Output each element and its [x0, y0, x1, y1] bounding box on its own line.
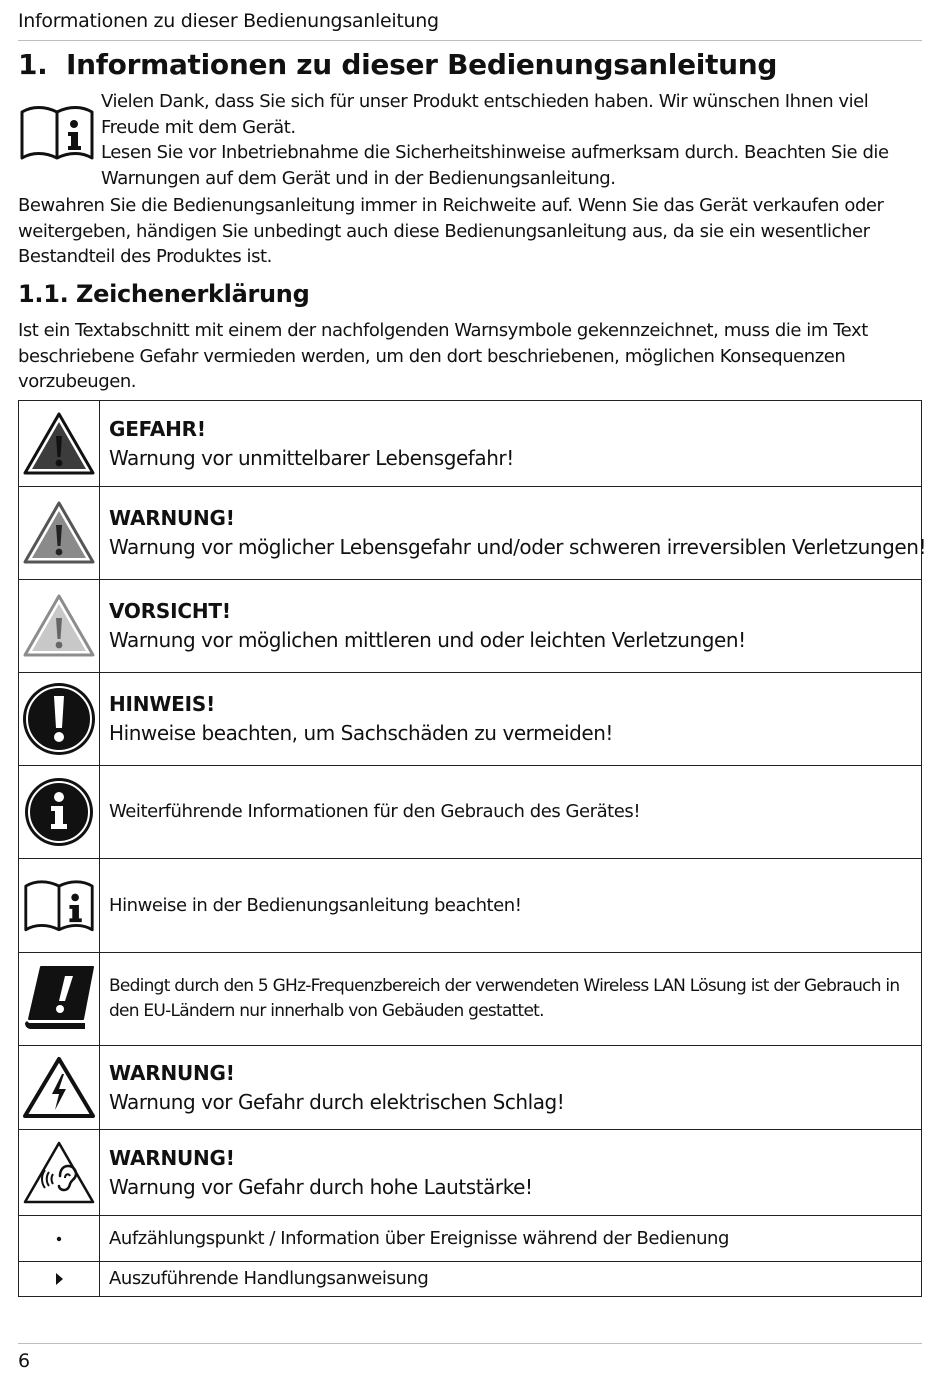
notice-circle-icon — [21, 681, 97, 757]
symbol-cell — [19, 401, 100, 487]
subsection-title — [18, 280, 309, 308]
description-cell — [100, 1046, 922, 1130]
description-cell — [100, 401, 922, 487]
table-row — [19, 673, 922, 766]
intro-paragraph: Lesen Sie vor Inbetriebnahme die Sicherheitshinweise aufmerksam durch. Beachten Sie die Warnungen auf dem Gerät und in der Bedienungsanleitung. — [101, 142, 889, 189]
table-row — [19, 953, 922, 1046]
table-row — [19, 580, 922, 673]
table-row — [19, 401, 922, 487]
symbol-description: Bedingt durch den 5 GHz-Frequenzbereich der verwendeten Wireless LAN Lösung ist der Gebrauch in den EU-Ländern nur innerhalb von Gebäuden gestattet. — [109, 976, 900, 1021]
intro-paragraph: Vielen Dank, dass Sie sich für unser Produkt entschieden haben. Wir wünschen Ihnen viel Freude mit dem Gerät. — [101, 91, 869, 138]
danger-triangle-icon — [22, 411, 96, 477]
symbol-legend-table — [18, 400, 927, 1297]
legend-intro-paragraph: Ist ein Textabschnitt mit einem der nachfolgenden Warnsymbole gekennzeichnet, muss die im Text beschriebene Gefahr vermieden werden, um den dort beschriebenen, möglichen Konsequenzen vorzubeugen. — [18, 320, 868, 392]
description-cell — [100, 953, 922, 1046]
keep-manual-text — [18, 193, 918, 270]
table-row — [19, 1262, 922, 1297]
footer-rule — [18, 1343, 922, 1344]
warning-triangle-icon — [22, 500, 96, 566]
description-cell — [100, 1216, 922, 1262]
page-number: 6 — [18, 1350, 31, 1372]
symbol-description: Auszuführende Handlungsanweisung — [109, 1268, 429, 1289]
section-title-text: Informationen zu dieser Bedienungsanleitung — [66, 48, 778, 81]
symbol-description: Warnung vor möglicher Lebensgefahr und/oder schweren irreversiblen Verletzungen! — [109, 535, 927, 559]
arrow-right-icon — [53, 1271, 65, 1287]
signal-word: WARNUNG! — [109, 1145, 235, 1170]
section-number: 1. — [18, 48, 48, 81]
electric-shock-icon — [22, 1056, 96, 1120]
signal-word: VORSICHT! — [109, 599, 231, 623]
table-row — [19, 487, 922, 580]
symbol-description: Hinweise beachten, um Sachschäden zu vermeiden! — [109, 721, 613, 745]
description-cell — [100, 766, 922, 859]
symbol-cell — [19, 580, 100, 673]
legend-intro — [18, 318, 918, 395]
description-cell — [100, 859, 922, 953]
manual-exclamation-icon — [21, 963, 97, 1035]
symbol-description: Warnung vor Gefahr durch hohe Lautstärke! — [109, 1174, 533, 1199]
table-row — [19, 1216, 922, 1262]
manual-info-icon — [22, 878, 96, 934]
symbol-cell — [19, 1262, 100, 1297]
signal-word: WARNUNG! — [109, 506, 235, 530]
symbol-cell — [19, 673, 100, 766]
subsection-number: 1.1. — [18, 280, 69, 308]
description-cell — [100, 580, 922, 673]
symbol-cell — [19, 766, 100, 859]
subsection-title-text: Zeichenerklärung — [76, 280, 310, 308]
symbol-cell — [19, 859, 100, 953]
description-cell — [100, 1262, 922, 1297]
symbol-description: Warnung vor Gefahr durch elektrischen Schlag! — [109, 1089, 565, 1114]
symbol-cell — [19, 1130, 100, 1216]
loud-volume-icon — [22, 1140, 96, 1206]
symbol-description: Warnung vor unmittelbarer Lebensgefahr! — [109, 445, 514, 470]
bullet-point-icon — [53, 1233, 65, 1245]
signal-word: HINWEIS! — [109, 692, 216, 716]
table-row — [19, 1130, 922, 1216]
manual-info-icon — [18, 104, 96, 162]
section-title — [18, 48, 777, 81]
running-header: Informationen zu dieser Bedienungsanleitung — [18, 10, 922, 41]
signal-word: WARNUNG! — [109, 1060, 235, 1085]
symbol-cell — [19, 953, 100, 1046]
symbol-cell — [19, 1046, 100, 1130]
keep-paragraph: Bewahren Sie die Bedienungsanleitung immer in Reichweite auf. Wenn Sie das Gerät verkaufen oder weitergeben, händigen Sie unbedingt auch diese Bedienungsanleitung aus, da sie ein wesentlicher Bestandteil des Produktes ist. — [18, 195, 884, 267]
symbol-description: Aufzählungspunkt / Information über Ereignisse während der Bedienung — [109, 1227, 729, 1249]
table-row — [19, 859, 922, 953]
table-row — [19, 1046, 922, 1130]
caution-triangle-icon — [22, 593, 96, 659]
intro-text — [101, 89, 916, 191]
description-cell — [100, 673, 922, 766]
description-cell — [100, 1130, 922, 1216]
symbol-description: Weiterführende Informationen für den Gebrauch des Gerätes! — [109, 801, 641, 822]
symbol-description: Hinweise in der Bedienungsanleitung beachten! — [109, 894, 522, 916]
symbol-cell — [19, 487, 100, 580]
symbol-cell — [19, 1216, 100, 1262]
signal-word: GEFAHR! — [109, 416, 206, 441]
info-circle-icon — [23, 776, 95, 848]
symbol-description: Warnung vor möglichen mittleren und oder leichten Verletzungen! — [109, 628, 746, 652]
table-row — [19, 766, 922, 859]
description-cell — [100, 487, 927, 580]
